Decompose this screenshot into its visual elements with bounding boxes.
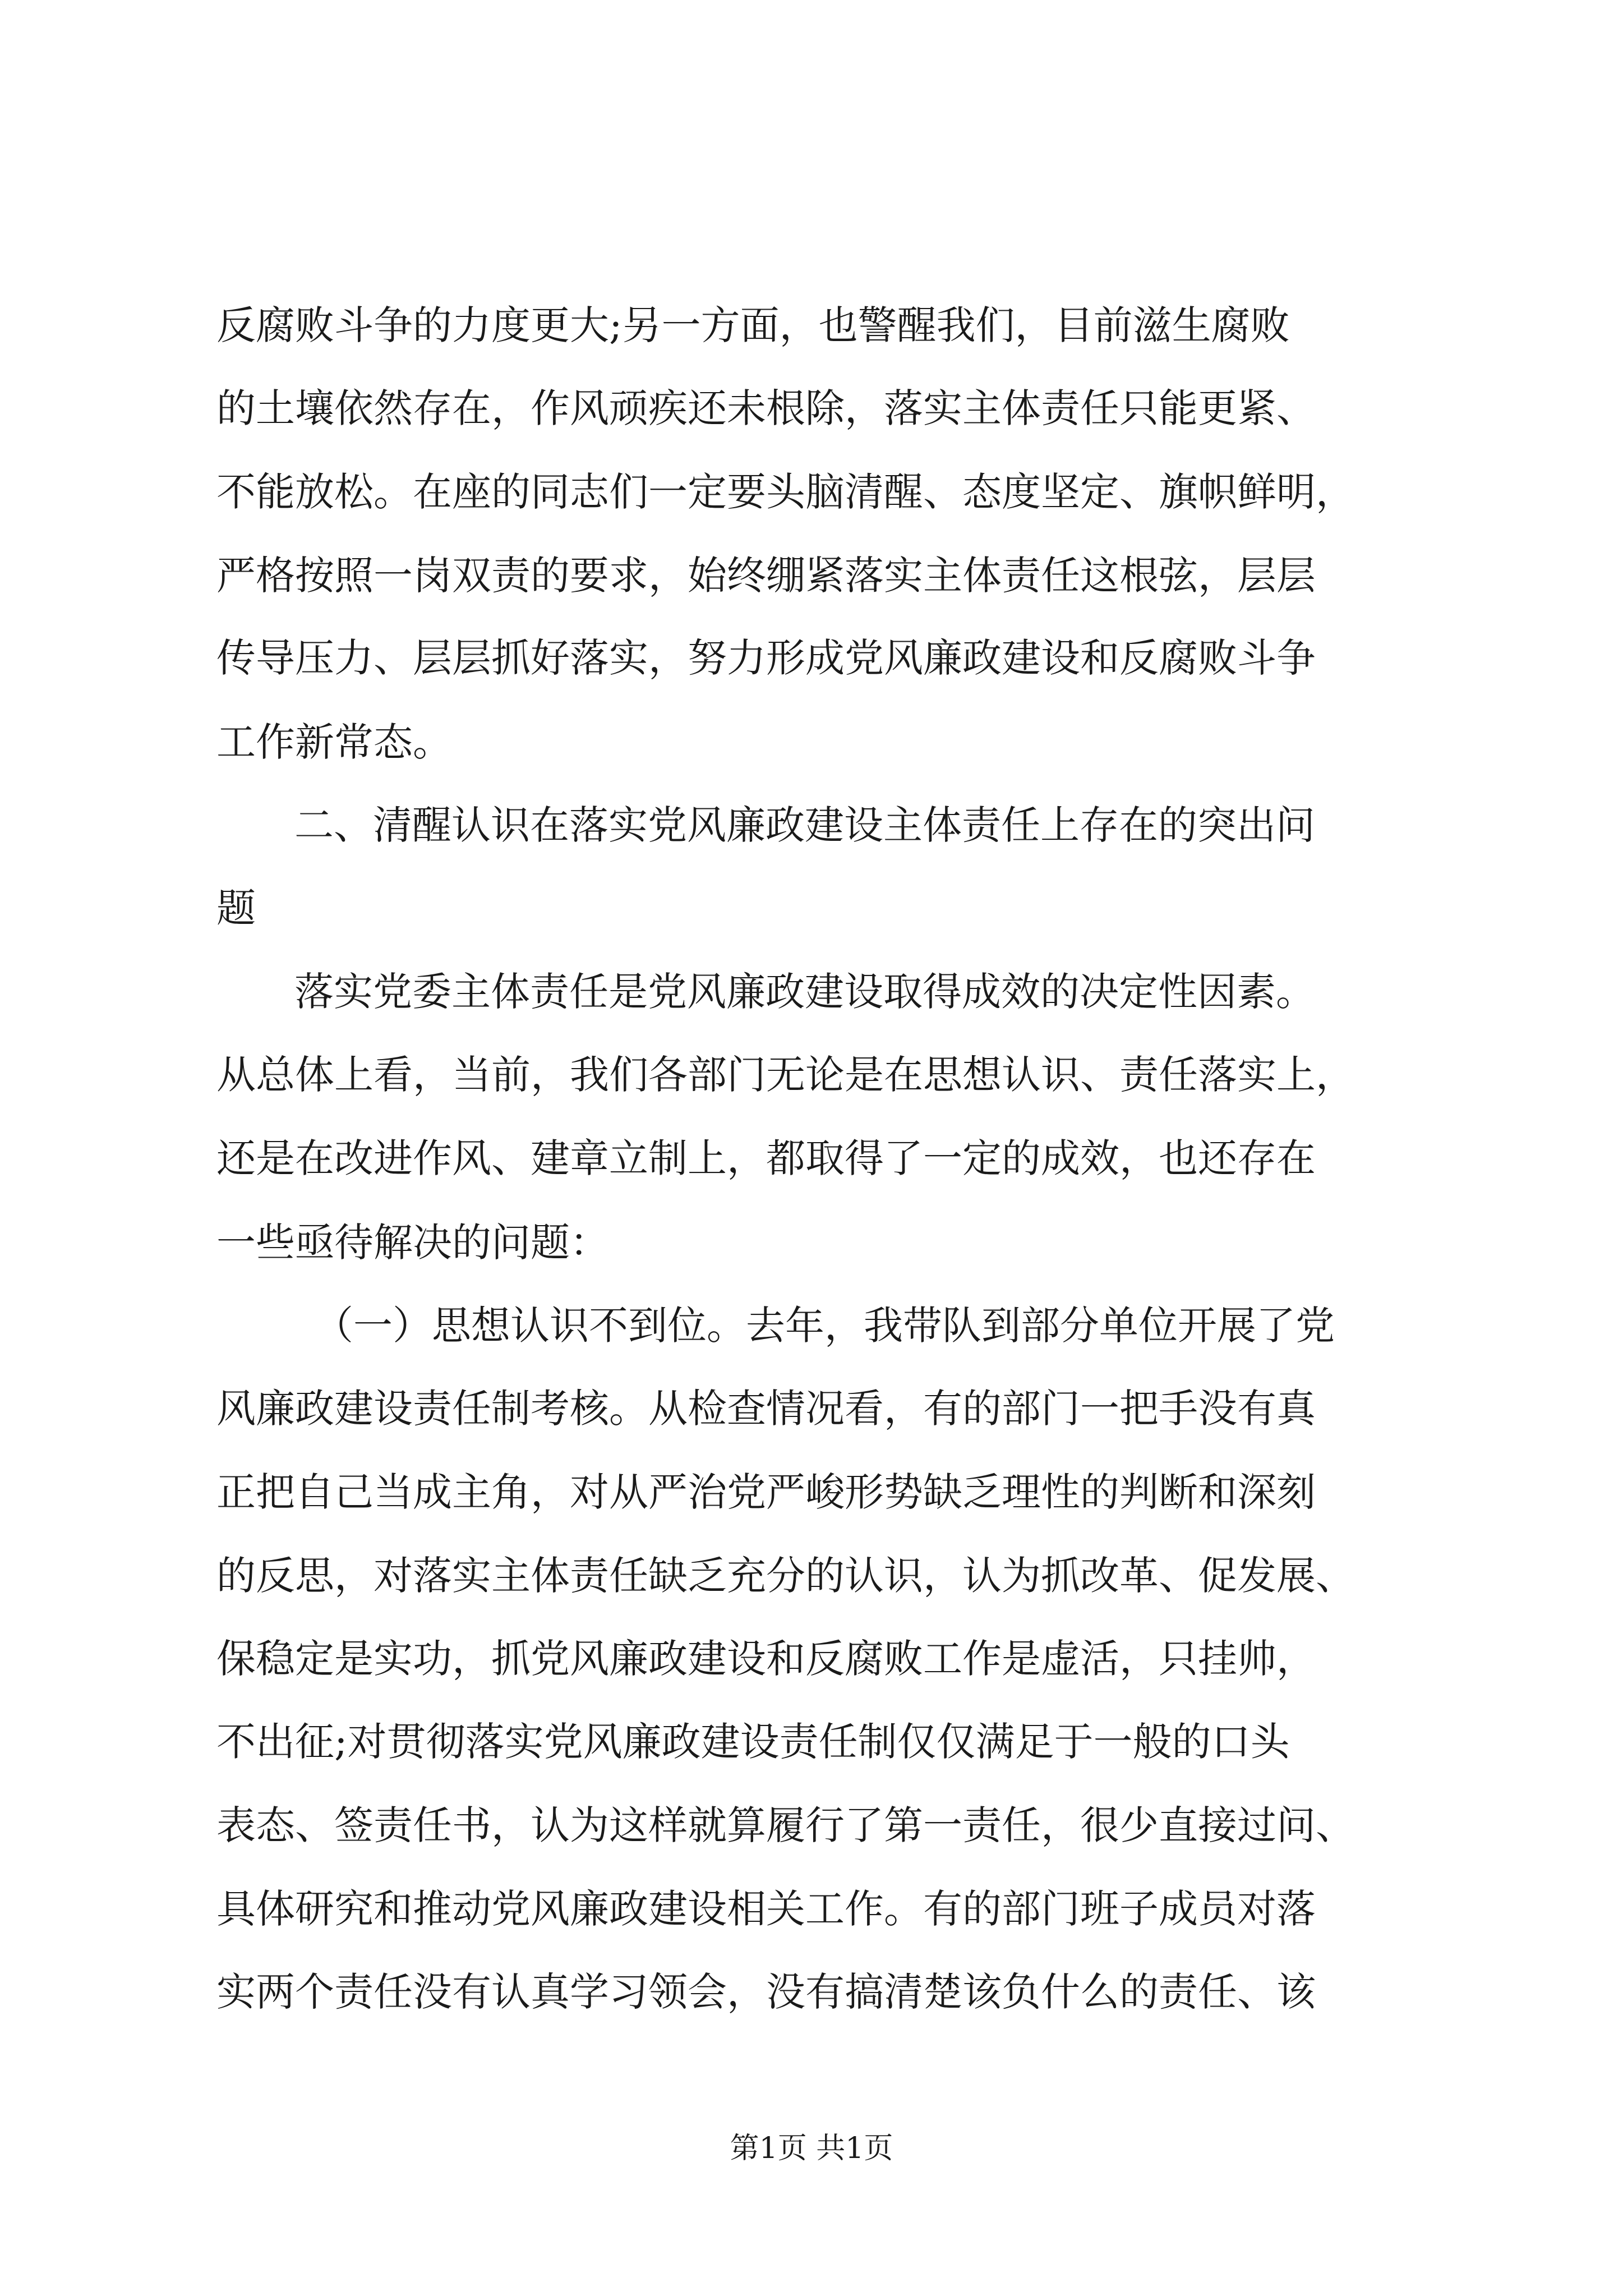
subsection-heading: （一）思想认识不到位。去年，我带队到部分单位开展了党 [314,1303,1335,1349]
text-line: 反腐败斗争的力度更大;另一方面，也警醒我们，目前滋生腐败 [216,302,1290,348]
text-line: 从总体上看，当前，我们各部门无论是在思想认识、责任落实上， [216,1052,1355,1098]
text-line: 传导压力、层层抓好落实，努力形成党风廉政建设和反腐败斗争 [216,635,1316,681]
section-heading: 二、清醒认识在落实党风廉政建设主体责任上存在的突出问 [294,802,1315,848]
text-line: 的反思，对落实主体责任缺乏充分的认识，认为抓改革、促发展、 [216,1553,1355,1599]
section-heading-continuation: 题 [216,885,256,931]
text-line: 保稳定是实功，抓党风廉政建设和反腐败工作是虚活，只挂帅， [216,1636,1316,1682]
text-line: 工作新常态。 [216,719,452,765]
text-line: 具体研究和推动党风廉政建设相关工作。有的部门班子成员对落 [216,1886,1316,1932]
text-line: 的土壤依然存在，作风顽疾还未根除，落实主体责任只能更紧、 [216,385,1316,431]
text-line: 实两个责任没有认真学习领会，没有搞清楚该负什么的责任、该 [216,1969,1316,2015]
text-line: 还是在改进作风、建章立制上，都取得了一定的成效，也还存在 [216,1135,1316,1181]
text-line: 表态、签责任书，认为这样就算履行了第一责任，很少直接过问、 [216,1802,1355,1848]
text-line: 不出征;对贯彻落实党风廉政建设责任制仅仅满足于一般的口头 [216,1719,1290,1765]
text-line: 不能放松。在座的同志们一定要头脑清醒、态度坚定、旗帜鲜明， [216,469,1355,515]
text-line: 严格按照一岗双责的要求，始终绷紧落实主体责任这根弦，层层 [216,553,1316,599]
page-footer: 第1页 共1页 [730,2132,893,2165]
text-line: 正把自己当成主角，对从严治党严峻形势缺乏理性的判断和深刻 [216,1469,1316,1515]
text-line: 风廉政建设责任制考核。从检查情况看，有的部门一把手没有真 [216,1386,1316,1432]
text-line: 一些亟待解决的问题： [216,1220,609,1266]
text-line: 落实党委主体责任是党风廉政建设取得成效的决定性因素。 [294,969,1315,1015]
